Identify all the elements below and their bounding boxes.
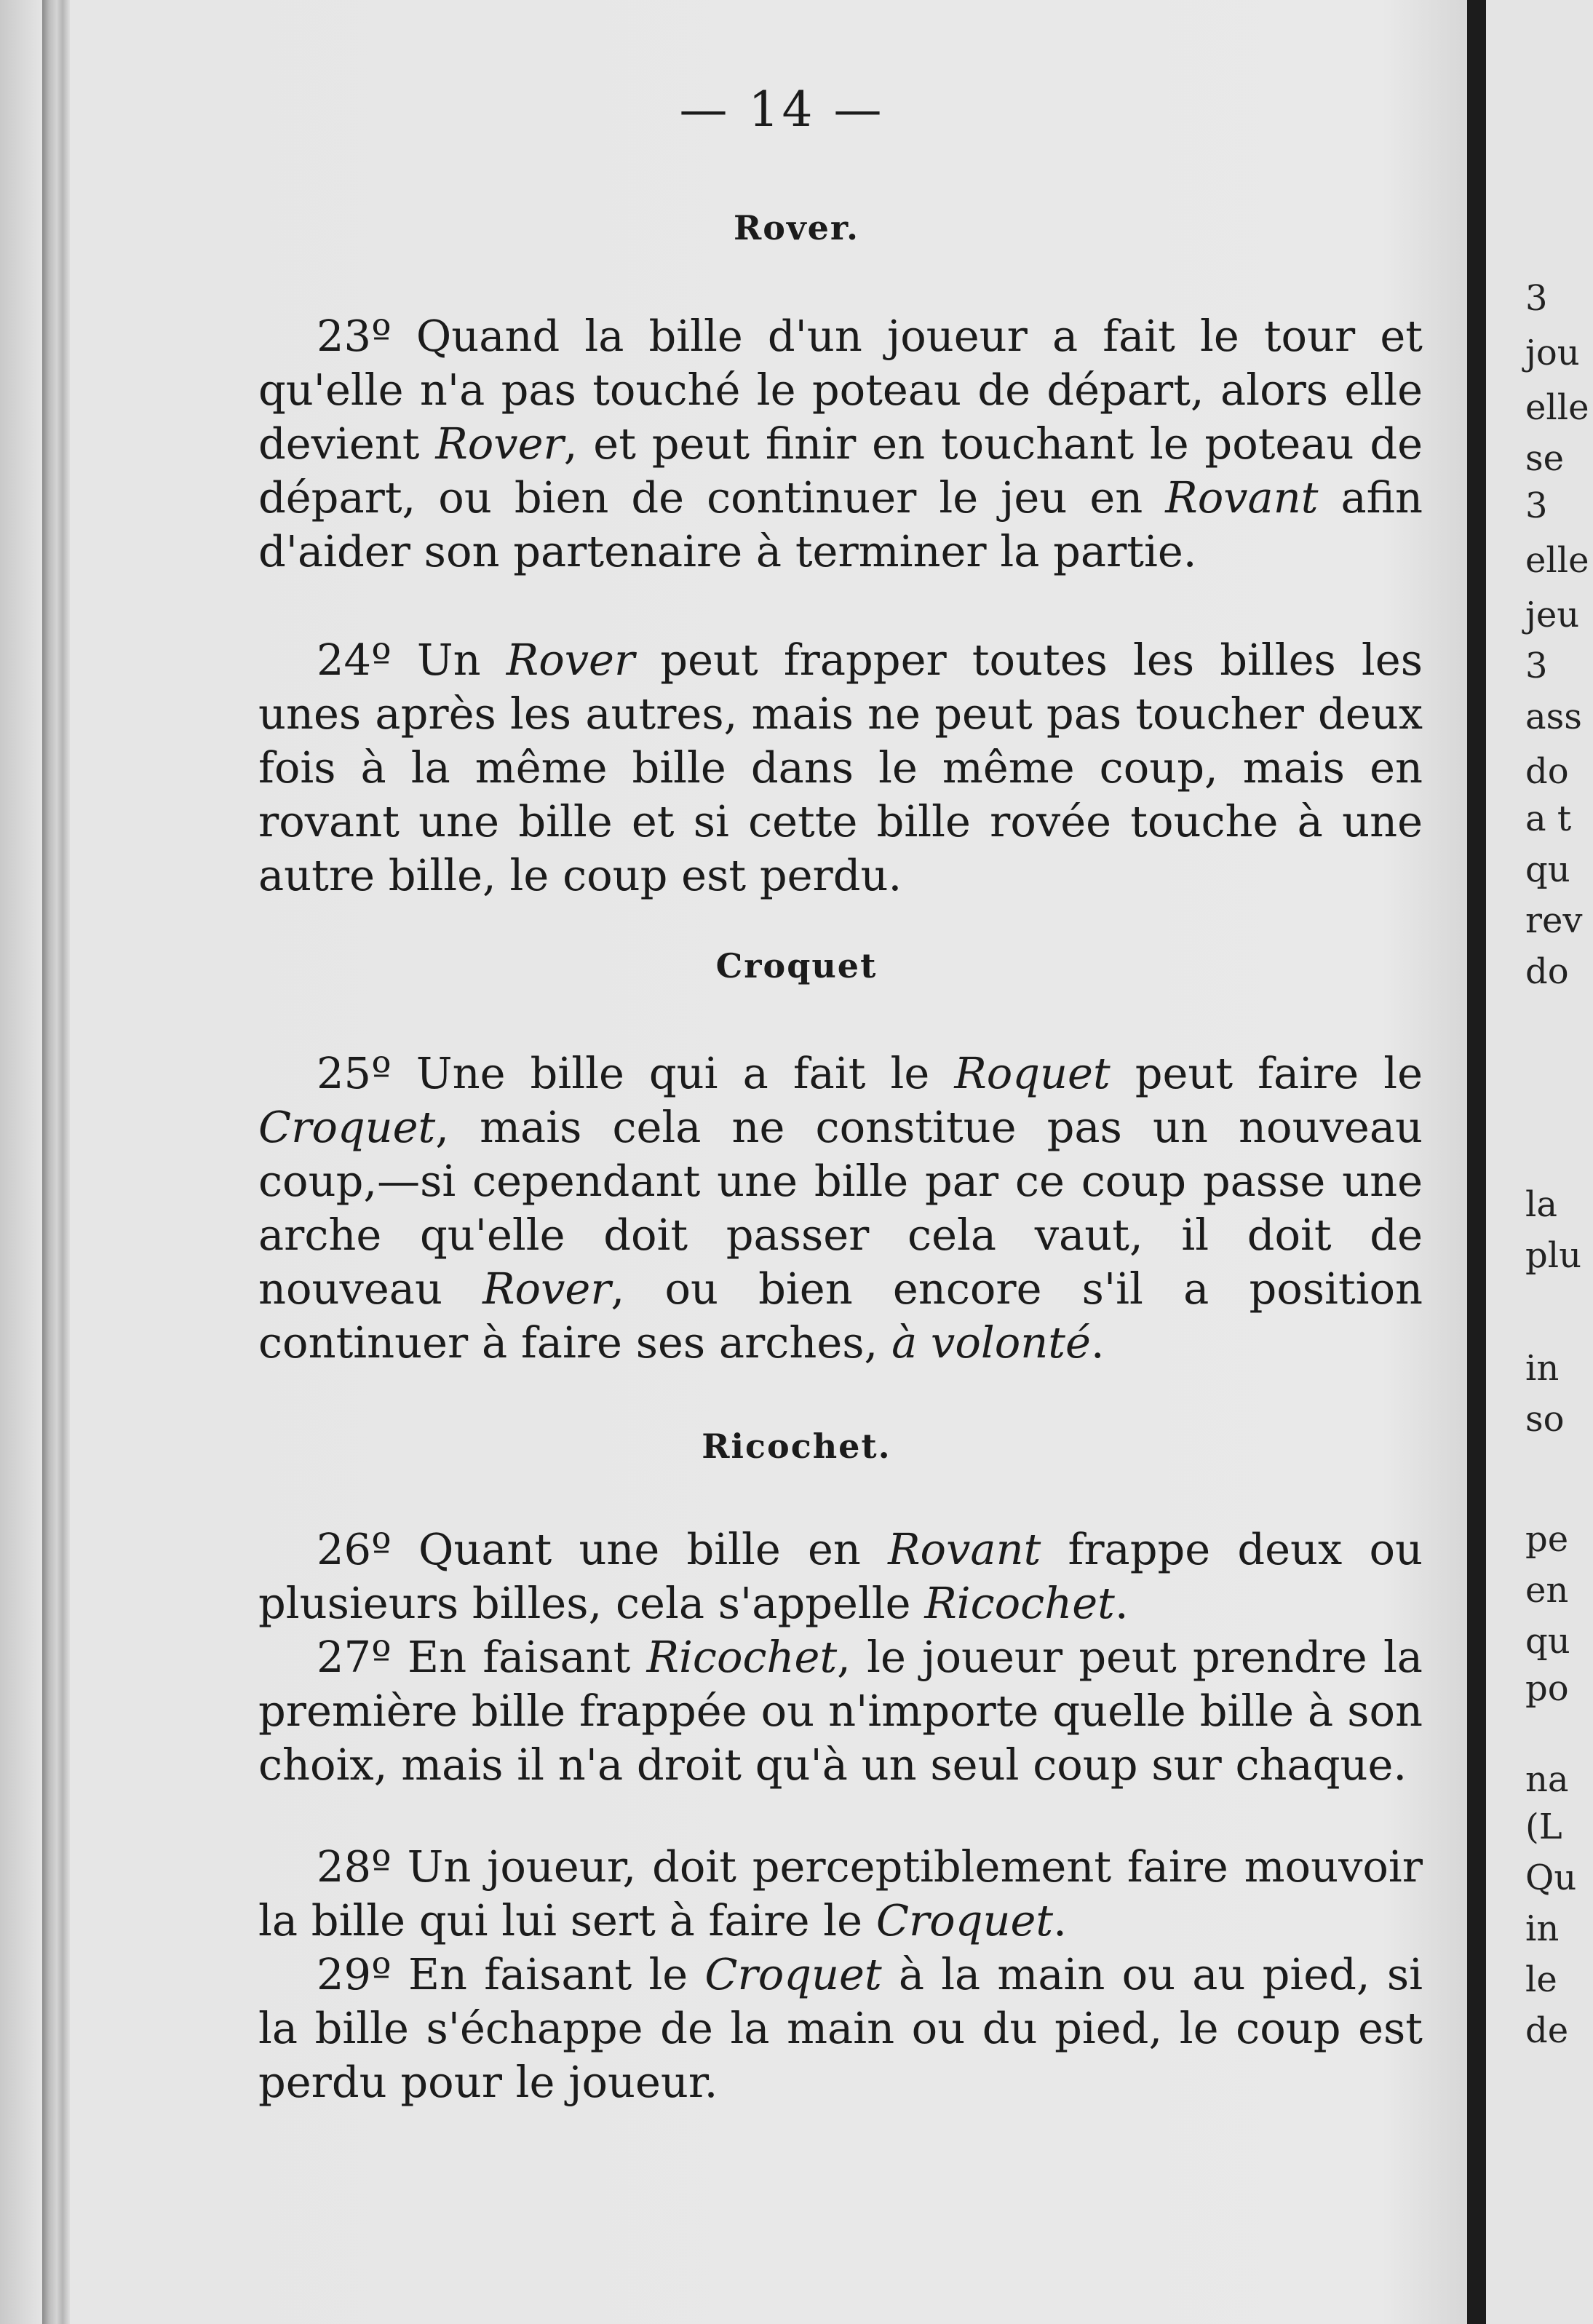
italic-term: Rover	[482, 1264, 611, 1314]
facing-page-fragment: plu	[1525, 1235, 1581, 1276]
facing-page-fragment: se	[1525, 438, 1565, 479]
text-run: .	[1114, 1578, 1129, 1628]
section-heading-ricochet: Ricochet.	[702, 1427, 891, 1466]
text-run: peut frapper toutes les billes les unes après les autres, mais ne peut pas toucher deux fois à la même bille dans le même coup, mais en rovant une bille et si cette bille rovée touche à une autre bille, le coup est perdu.	[258, 635, 1423, 900]
facing-page-fragment: jou	[1525, 333, 1580, 373]
italic-term: Rover	[435, 419, 564, 469]
facing-page-fragment: 3	[1525, 646, 1548, 686]
paragraph-26	[258, 1523, 1423, 1630]
paragraph-text	[258, 309, 1423, 579]
facing-page-fragment: na	[1525, 1759, 1569, 1800]
italic-term: Ricochet	[924, 1578, 1115, 1628]
text-run: à la main ou au pied, si la bille s'échappe de la main ou du pied, le coup est perdu pour le joueur.	[258, 1949, 1423, 2107]
text-run: 26º Quant une bille en	[317, 1524, 889, 1574]
facing-page-fragment: Qu	[1525, 1857, 1577, 1898]
paragraph-23	[258, 309, 1423, 579]
facing-page-fragment: in	[1525, 1908, 1560, 1949]
facing-page-fragment: 3	[1525, 278, 1548, 319]
text-run: , ou bien encore s'il a position continuer à faire ses arches,	[258, 1264, 1423, 1368]
facing-page-fragment: in	[1525, 1348, 1560, 1389]
paragraph-text	[258, 1047, 1423, 1370]
facing-page-fragment: jeu	[1525, 595, 1580, 635]
paragraph-text	[258, 1840, 1423, 1948]
text-run: peut faire le	[1110, 1048, 1423, 1098]
facing-page-fragment: elle	[1525, 540, 1589, 581]
italic-term: Rovant	[1165, 472, 1319, 523]
italic-term: Croquet	[704, 1949, 882, 1999]
facing-page-fragment: pe	[1525, 1519, 1569, 1560]
paragraph-text	[258, 1948, 1423, 2109]
facing-page-fragment: ass	[1525, 697, 1582, 737]
text-run: 23º Quand la bille d'un joueur a fait le tour et qu'elle n'a pas touché le poteau de départ, alors elle devient	[258, 311, 1423, 469]
text-run: , mais cela ne constitue pas un nouveau coup,—si cependant une bille par ce coup passe une arche qu'elle doit passer cela vaut, il doit de nouveau	[258, 1102, 1423, 1314]
facing-page-fragment: la	[1525, 1184, 1557, 1225]
facing-page-fragment: (L	[1525, 1807, 1562, 1847]
text-run: , et peut finir en touchant le poteau de départ, ou bien de continuer le jeu en	[258, 419, 1423, 523]
facing-page-fragment: rev	[1525, 900, 1583, 941]
section-heading-rover: Rover.	[734, 208, 859, 247]
facing-page-fragment: qu	[1525, 849, 1570, 890]
facing-page-fragment: en	[1525, 1570, 1569, 1611]
facing-page-fragment: 3	[1525, 485, 1548, 526]
italic-term: Croquet	[258, 1102, 436, 1152]
text-run: 24º Un	[317, 635, 506, 685]
facing-page-fragment: elle	[1525, 387, 1589, 428]
facing-page-fragment: a t	[1525, 798, 1572, 839]
italic-term: Roquet	[954, 1048, 1111, 1098]
facing-page-fragment: do	[1525, 751, 1569, 792]
text-run: 25º Une bille qui a fait le	[317, 1048, 955, 1098]
text-run: frappe deux ou plusieurs billes, cela s'appelle	[258, 1524, 1423, 1628]
facing-page-fragment: so	[1525, 1399, 1565, 1440]
text-run: afin d'aider son partenaire à terminer la partie.	[258, 472, 1423, 576]
facing-page-fragment: do	[1525, 951, 1569, 992]
paragraph-text	[258, 1630, 1423, 1792]
text-run: .	[1090, 1317, 1105, 1368]
text-run: 28º Un joueur, doit perceptiblement faire mouvoir la bille qui lui sert à faire le	[258, 1841, 1423, 1946]
book-gutter	[1467, 0, 1486, 2324]
text-run: 27º En faisant	[317, 1632, 647, 1682]
binding-edge-left	[42, 0, 70, 2324]
paragraph-29	[258, 1948, 1423, 2109]
facing-page-fragment: po	[1525, 1668, 1569, 1709]
paragraph-text	[258, 1523, 1423, 1630]
paragraph-24	[258, 633, 1423, 903]
text-run: , le joueur peut prendre la première bille frappée ou n'importe quelle bille à son choix, mais il n'a droit qu'à un seul coup sur chaque.	[258, 1632, 1423, 1790]
paragraph-27	[258, 1630, 1423, 1792]
italic-term: Rovant	[888, 1524, 1041, 1574]
text-run: 29º En faisant le	[317, 1949, 705, 1999]
facing-page-fragment: le	[1525, 1959, 1557, 2000]
italic-term: Croquet	[875, 1895, 1054, 1946]
italic-term: Ricochet	[646, 1632, 838, 1682]
text-run: .	[1053, 1895, 1067, 1946]
facing-page-fragment: de	[1525, 2010, 1569, 2051]
section-heading-croquet: Croquet	[715, 946, 878, 985]
page-number: — 14 —	[679, 82, 885, 138]
facing-page-fragment: qu	[1525, 1621, 1570, 1662]
paragraph-25	[258, 1047, 1423, 1370]
italic-term: à volonté	[891, 1317, 1091, 1368]
italic-term: Rover	[506, 635, 635, 685]
paragraph-28	[258, 1840, 1423, 1948]
paragraph-text	[258, 633, 1423, 903]
